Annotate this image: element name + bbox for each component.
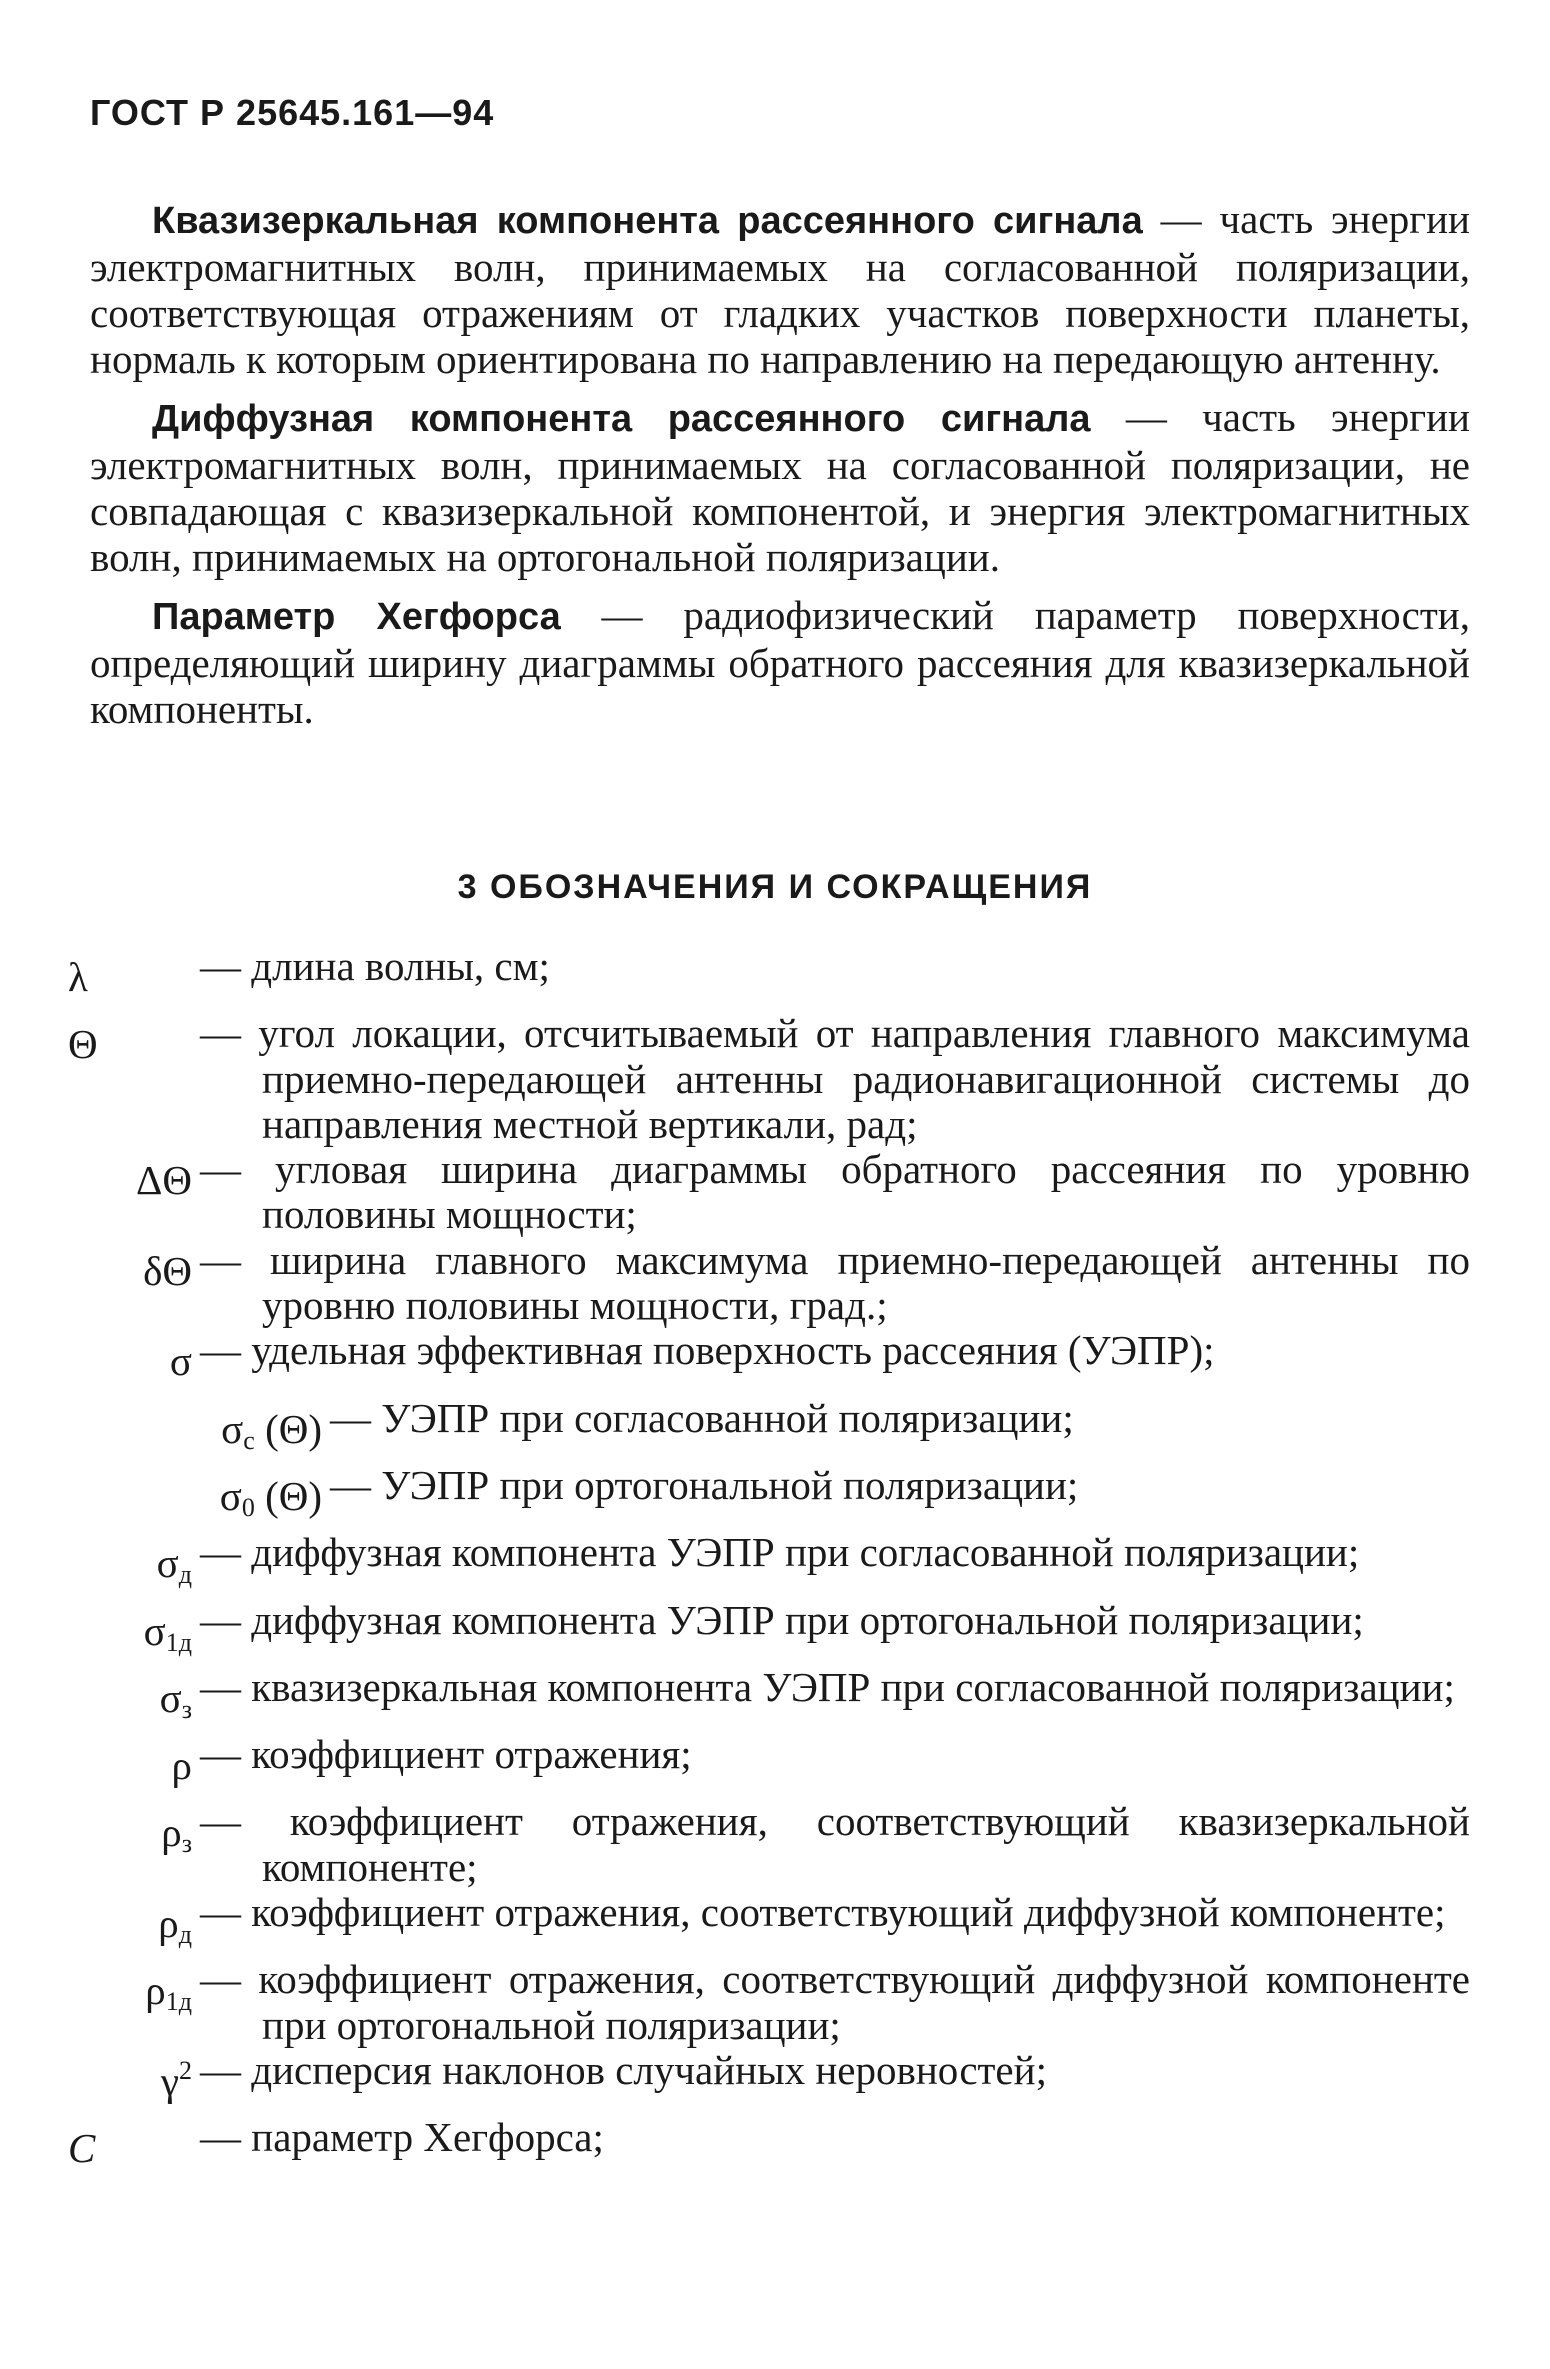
definition-text: — радиофизический параметр поверхности, определяющий ширину диаграммы обратного рассеяния для квазизеркальной компоненты. xyxy=(90,592,1470,732)
symbol-description: — угловая ширина диаграммы обратного рассеяния по уровню половины мощности; xyxy=(200,1146,1470,1238)
symbol-superscript: 2 xyxy=(179,2055,192,2085)
symbol-char: ΔΘ xyxy=(136,1157,192,1204)
symbol-description: — ширина главного максимума приемно-передающей антенны по уровню половины мощности, град.; xyxy=(200,1236,1470,1329)
symbol-notation xyxy=(60,1530,200,1597)
symbol-argument: (Θ) xyxy=(254,1405,322,1452)
symbol-notation xyxy=(60,1890,200,1957)
symbol-notation xyxy=(60,1463,330,1530)
symbol-notation xyxy=(60,1396,330,1463)
symbol-description: — УЭПР при ортогональной поляризации; xyxy=(330,1461,1079,1508)
symbol-notation xyxy=(60,1957,200,2024)
symbol-row xyxy=(60,1238,1470,1329)
definition-text: — часть энергии электромагнитных волн, принимаемых на согласованной поляризации, не совпадающая с квазизеркальной компонентой, и энергия электромагнитных волн, принимаемых на ортогональной поляризации. xyxy=(90,394,1470,580)
symbol-row xyxy=(60,1665,1470,1732)
symbol-description: — квазизеркальная компонента УЭПР при согласованной поляризации; xyxy=(200,1663,1455,1710)
symbol-description: — длина волны, см; xyxy=(200,943,550,989)
symbol-description: — удельная эффективная поверхность рассеяния (УЭПР); xyxy=(200,1327,1215,1374)
symbol-notation xyxy=(60,2115,200,2182)
symbol-description: — коэффициент отражения, соответствующий квазизеркальной компоненте; xyxy=(200,1798,1470,1890)
symbol-row xyxy=(60,1732,1470,1799)
symbol-char: Θ xyxy=(68,1021,98,1068)
symbol-row xyxy=(60,1530,1470,1597)
symbol-char: σ xyxy=(169,1338,192,1385)
symbol-description: — УЭПР при согласованной поляризации; xyxy=(330,1394,1074,1441)
symbol-char: σ xyxy=(159,1674,182,1721)
definition-paragraph xyxy=(90,592,1470,732)
symbol-row xyxy=(60,944,1470,1011)
symbol-subscript: з xyxy=(181,1829,192,1859)
symbol-subscript: 0 xyxy=(241,1492,255,1522)
symbol-char: ρ xyxy=(158,1900,179,1947)
symbol-description: — диффузная компонента УЭПР при ортогональной поляризации; xyxy=(200,1596,1364,1643)
definition-term: Параметр Хегфорса xyxy=(152,596,561,638)
symbol-notation xyxy=(60,1328,200,1395)
symbol-description: — коэффициент отражения, соответствующий диффузной компоненте; xyxy=(200,1889,1446,1936)
symbol-row xyxy=(60,1799,1470,1890)
definition-text: — часть энергии электромагнитных волн, принимаемых на согласованной поляризации, соответствующая отражениям от гладких участков поверхности планеты, нормаль к которым ориентирована по направлению на передающую антенну. xyxy=(90,196,1470,382)
symbol-subscript: з xyxy=(181,1694,192,1724)
symbols-list xyxy=(60,944,1470,2183)
symbol-char: δΘ xyxy=(143,1247,192,1294)
symbol-row xyxy=(60,2048,1470,2115)
definitions-block xyxy=(90,196,1470,744)
symbol-notation xyxy=(60,2048,200,2115)
symbol-description: — параметр Хегфорса; xyxy=(200,2114,604,2161)
symbol-notation xyxy=(60,1011,200,1078)
symbol-row xyxy=(60,1147,1470,1238)
symbol-argument: (Θ) xyxy=(254,1472,322,1519)
section-title: 3 ОБОЗНАЧЕНИЯ И СОКРАЩЕНИЯ xyxy=(457,868,1093,906)
symbol-row xyxy=(60,1598,1470,1665)
definition-paragraph xyxy=(90,196,1470,382)
document-header: ГОСТ Р 25645.161—94 xyxy=(90,92,495,133)
symbol-description: — диффузная компонента УЭПР при согласованной поляризации; xyxy=(200,1529,1360,1576)
symbol-subscript: д xyxy=(178,1560,192,1590)
symbol-char: γ xyxy=(160,2057,179,2104)
symbol-row xyxy=(60,1396,1470,1463)
symbol-char: σ xyxy=(221,1405,244,1452)
symbol-char: ρ xyxy=(145,1967,166,2014)
symbol-char: ρ xyxy=(161,1809,182,1856)
symbol-notation xyxy=(60,1799,200,1866)
symbol-subscript: д xyxy=(178,1920,192,1950)
symbol-char: λ xyxy=(68,954,88,1000)
symbol-char: σ xyxy=(156,1540,179,1587)
symbol-char: σ xyxy=(143,1607,166,1654)
symbol-notation xyxy=(60,944,200,1011)
symbol-notation xyxy=(60,1665,200,1732)
symbol-row xyxy=(60,1463,1470,1530)
symbol-row xyxy=(60,1957,1470,2048)
symbol-subscript: с xyxy=(243,1425,255,1455)
symbol-description: — дисперсия наклонов случайных неровностей; xyxy=(200,2046,1047,2093)
symbol-char: ρ xyxy=(171,1742,192,1789)
symbol-notation xyxy=(60,1238,200,1305)
symbol-description: — коэффициент отражения; xyxy=(200,1731,692,1778)
symbol-notation xyxy=(60,1732,200,1799)
symbol-subscript: 1д xyxy=(165,1987,192,2017)
symbol-notation xyxy=(60,1598,200,1665)
symbol-description: — коэффициент отражения, соответствующий диффузной компоненте при ортогональной поляризации; xyxy=(200,1956,1470,2048)
symbol-char: C xyxy=(68,2125,96,2172)
symbol-row xyxy=(60,1328,1470,1395)
symbol-description: — угол локации, отсчитываемый от направления главного максимума приемно-передающей антенны радионавигационной системы до направления местной вертикали, рад; xyxy=(200,1010,1470,1147)
definition-term: Квазизеркальная компонента рассеянного сигнала xyxy=(152,200,1143,242)
symbol-row xyxy=(60,2115,1470,2182)
symbol-row xyxy=(60,1890,1470,1957)
symbol-subscript: 1д xyxy=(165,1627,192,1657)
definition-paragraph xyxy=(90,394,1470,580)
symbol-char: σ xyxy=(219,1472,242,1519)
symbol-notation xyxy=(60,1147,200,1214)
symbol-row xyxy=(60,1011,1470,1147)
definition-term: Диффузная компонента рассеянного сигнала xyxy=(152,398,1091,440)
